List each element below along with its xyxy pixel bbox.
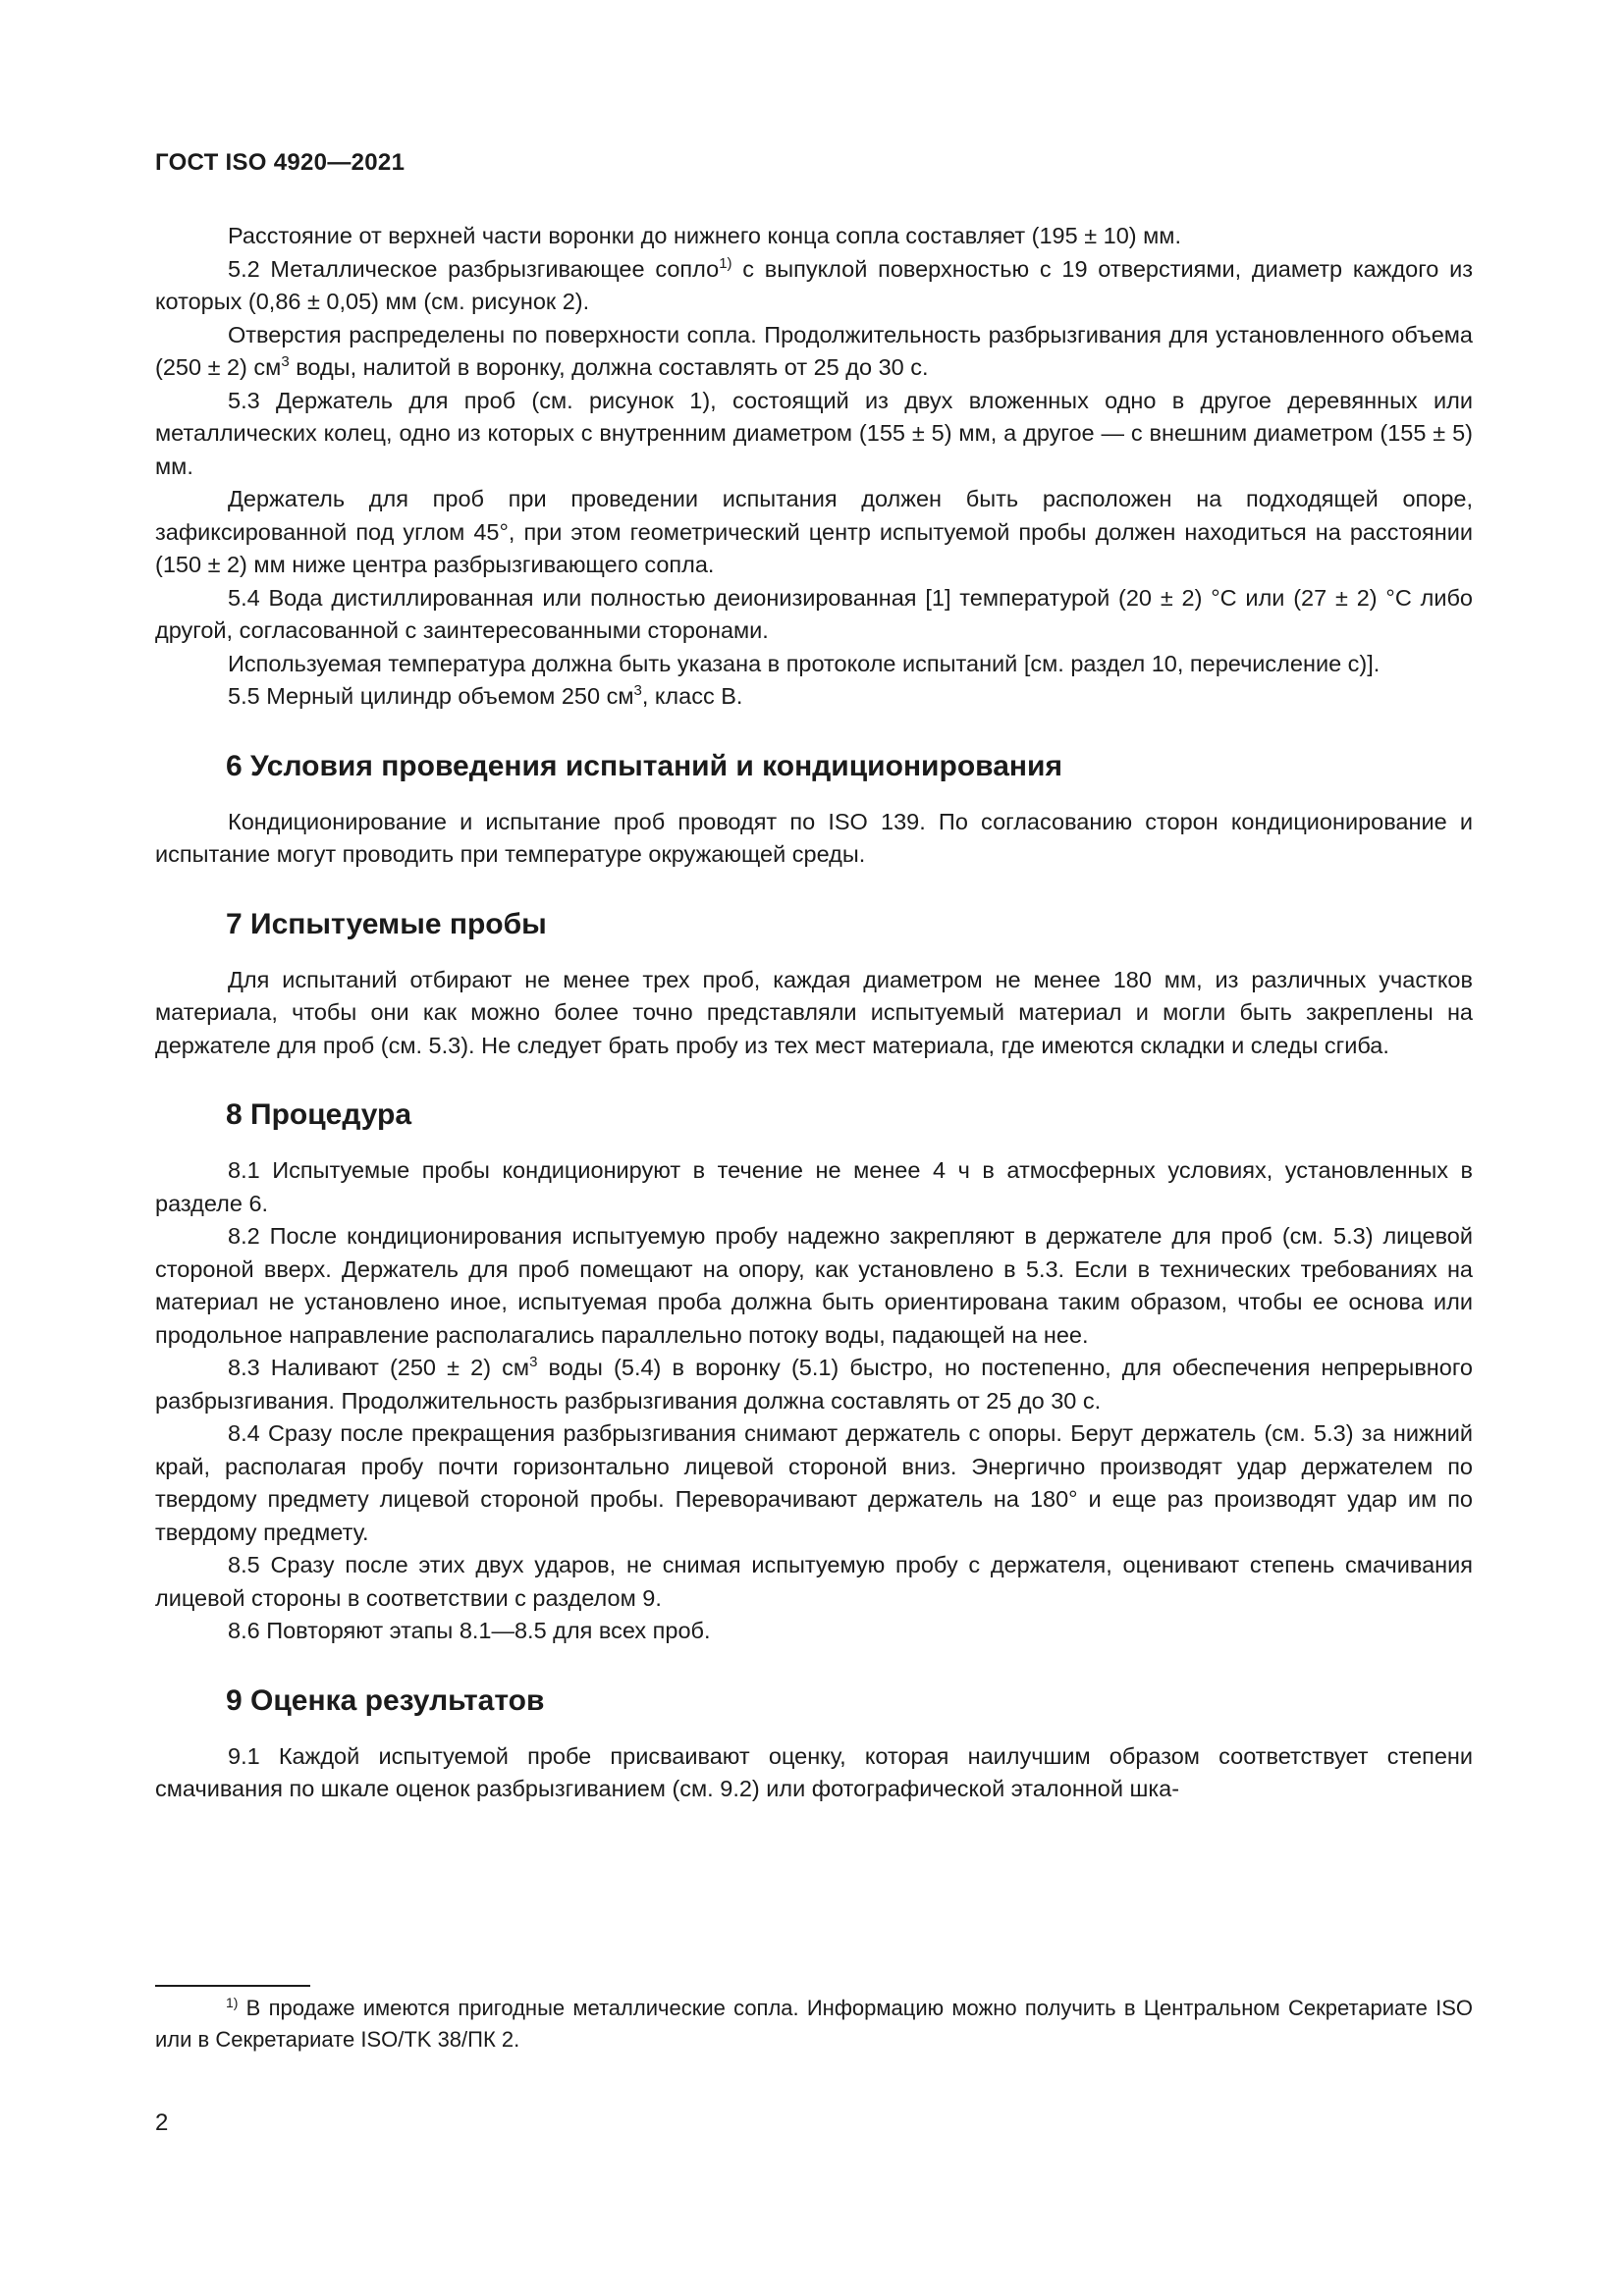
footnote-divider bbox=[155, 1985, 310, 1987]
section-heading-7: 7 Испытуемые пробы bbox=[226, 907, 547, 940]
paragraph-5-4: 5.4 Вода дистиллированная или полностью деионизированная [1] температурой (20 ± 2) °С или (27 ± 2) °С либо другой, согласованной с заинтересованными сторонами. bbox=[155, 584, 1473, 643]
section-heading-9: 9 Оценка результатов bbox=[226, 1683, 545, 1717]
paragraph-5-5 bbox=[155, 680, 1473, 714]
footnote-mark: 1) bbox=[226, 1995, 239, 2010]
paragraph-5-2-text-a: 5.2 Металлическое разбрызгивающее сопло bbox=[228, 255, 720, 282]
paragraph-funnel-distance: Расстояние от верхней части воронки до нижнего конца сопла составляет (195 ± 10) мм. bbox=[228, 223, 1181, 248]
section-heading-8: 8 Процедура bbox=[226, 1098, 412, 1131]
superscript-3: 3 bbox=[529, 1354, 538, 1370]
paragraph-8-5: 8.5 Сразу после этих двух ударов, не снимая испытуемую пробу с держателя, оценивают степень смачивания лицевой стороны в соответствии с разделом 9. bbox=[155, 1552, 1473, 1611]
paragraph-6: Кондиционирование и испытание проб проводят по ISO 139. По согласованию сторон кондиционирование и испытание могут проводить при температуре окружающей среды. bbox=[155, 808, 1473, 867]
superscript-3: 3 bbox=[633, 682, 642, 699]
paragraph-8-3-text-b: воды (5.4) в воронку (5.1) быстро, но постепенно, для обеспечения непрерывного разбрызгивания. Продолжительность разбрызгивания должна составлять от 25 до 30 с. bbox=[155, 1355, 1473, 1414]
paragraph-8-3 bbox=[155, 1352, 1473, 1417]
paragraph-5-2-text-b: с выпуклой поверхностью с 19 отверстиями, диаметр каждого из которых (0,86 ± 0,05) мм (см. рисунок 2). bbox=[155, 255, 1473, 314]
paragraph-9-1: 9.1 Каждой испытуемой пробе присваивают оценку, которая наилучшим образом соответствует степени смачивания по шкале оценок разбрызгиванием (см. 9.2) или фотографической эталонной шка- bbox=[155, 1742, 1473, 1801]
paragraph-5-3: 5.3 Держатель для проб (см. рисунок 1), состоящий из двух вложенных одно в другое деревянных или металлических колец, одно из которых с внутренним диаметром (155 ± 5) мм, а другое — с внешним диаметром (155 ± 5) мм. bbox=[155, 387, 1473, 479]
paragraph-7: Для испытаний отбирают не менее трех проб, каждая диаметром не менее 180 мм, из различных участков материала, чтобы они как можно более точно представляли испытуемый материал и могли быть закреплены на держателе для проб (см. 5.3). Не следует брать пробу из тех мест материала, где имеются складки и следы сгиба. bbox=[155, 966, 1473, 1058]
paragraph-8-3-text-a: 8.3 Наливают (250 ± 2) см bbox=[228, 1355, 530, 1380]
paragraph-holes-text-a: Отверстия распределены по поверхности сопла. Продолжительность разбрызгивания для установленного объема (250 ± 2) см bbox=[155, 321, 1473, 380]
paragraph-5-5-text-a: 5.5 Мерный цилиндр объемом 250 см bbox=[228, 683, 634, 709]
paragraph-8-2: 8.2 После кондиционирования испытуемую пробу надежно закрепляют в держателе для проб (см. 5.3) лицевой стороной вверх. Держатель для проб помещают на опору, как установлено в 5.3. Если в технических требованиях на материал не установлено иное, испытуемая проба должна быть ориентирована таким образом, чтобы ее основа или продольное направление располагались параллельно потоку воды, падающей на нее. bbox=[155, 1223, 1473, 1348]
paragraph-8-1: 8.1 Испытуемые пробы кондиционируют в течение не менее 4 ч в атмосферных условиях, установленных в разделе 6. bbox=[155, 1157, 1473, 1216]
document-header: ГОСТ ISO 4920—2021 bbox=[155, 149, 406, 176]
footnote-1 bbox=[155, 1993, 1473, 2056]
page-number: 2 bbox=[155, 2109, 169, 2136]
page-body bbox=[155, 220, 1473, 1806]
superscript-3: 3 bbox=[281, 353, 290, 370]
paragraph-holes bbox=[155, 319, 1473, 385]
footnote-reference: 1) bbox=[719, 254, 732, 272]
section-heading-6: 6 Условия проведения испытаний и кондиционирования bbox=[226, 749, 1062, 782]
paragraph-temperature: Используемая температура должна быть указана в протоколе испытаний [см. раздел 10, перечисление с)]. bbox=[228, 650, 1380, 676]
footnote-area bbox=[155, 1985, 1473, 2056]
footnote-text: В продаже имеются пригодные металлические сопла. Информацию можно получить в Центральном Секретариате ISO или в Секретариате ISO/TK 38/ПК 2. bbox=[155, 1996, 1473, 2052]
paragraph-holes-text-b: воды, налитой в воронку, должна составлять от 25 до 30 с. bbox=[289, 354, 929, 380]
paragraph-holder: Держатель для проб при проведении испытания должен быть расположен на подходящей опоре, зафиксированной под углом 45°, при этом геометрический центр испытуемой пробы должен находиться на расстоянии (150 ± 2) мм ниже центра разбрызгивающего сопла. bbox=[155, 486, 1473, 577]
paragraph-8-4: 8.4 Сразу после прекращения разбрызгивания снимают держатель с опоры. Берут держатель (см. 5.3) за нижний край, располагая пробу почти горизонтально лицевой стороной вниз. Энергично производят удар держателем по твердому предмету лицевой стороной пробы. Переворачивают держатель на 180° и еще раз производят удар им по твердому предмету. bbox=[155, 1420, 1473, 1545]
paragraph-8-6: 8.6 Повторяют этапы 8.1—8.5 для всех проб. bbox=[228, 1618, 711, 1643]
paragraph-5-5-text-b: , класс В. bbox=[641, 683, 743, 709]
paragraph-5-2 bbox=[155, 253, 1473, 319]
